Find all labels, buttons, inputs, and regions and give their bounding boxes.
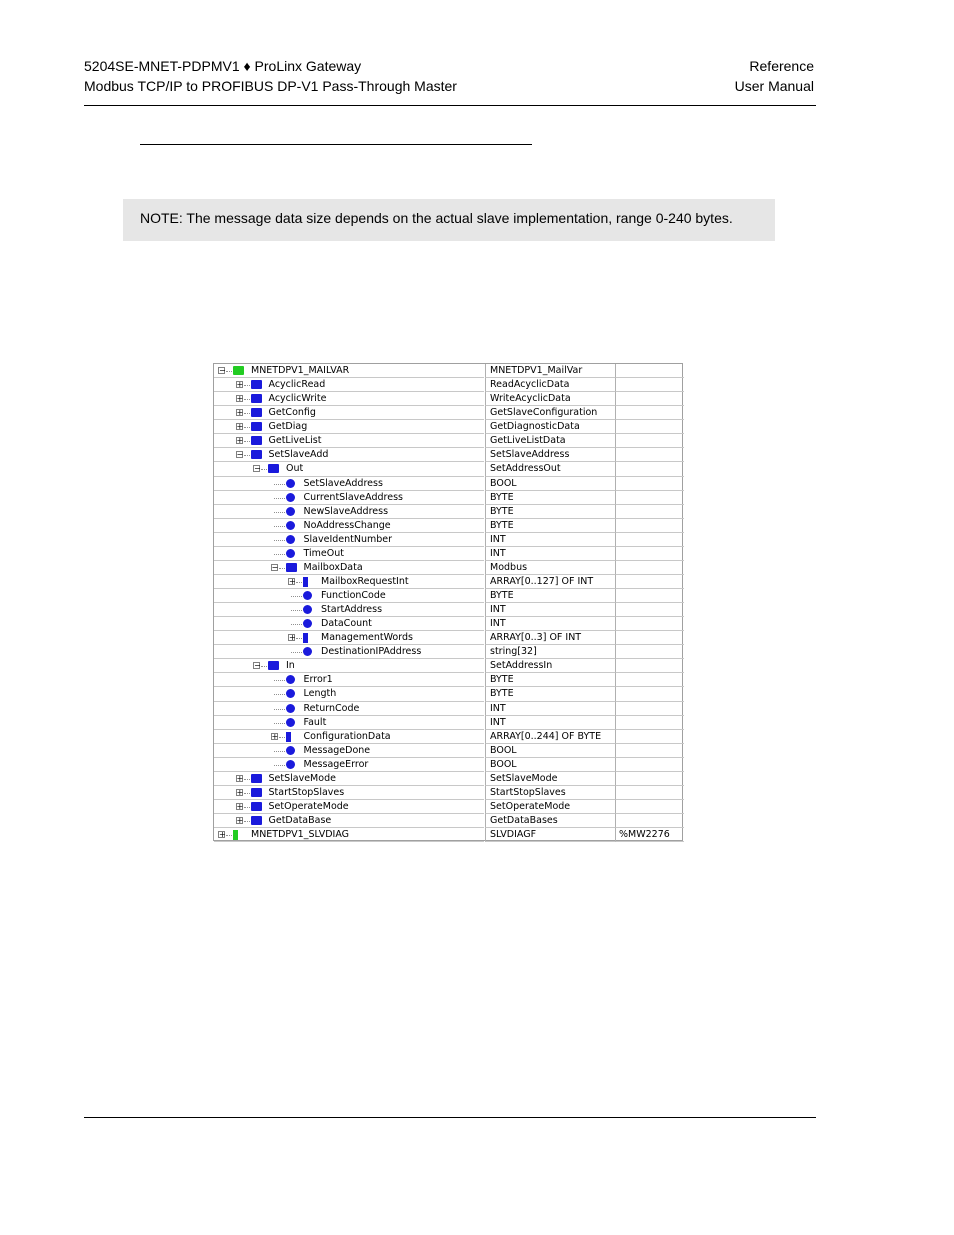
tree-address-cell: [615, 603, 684, 617]
tree-address-cell: [615, 392, 684, 406]
tree-type-cell: INT: [485, 603, 615, 617]
tree-row[interactable]: [214, 744, 682, 758]
tree-type-cell: BYTE: [485, 519, 615, 533]
tree-item-label[interactable]: MessageError: [303, 758, 369, 770]
expand-icon[interactable]: +: [236, 801, 244, 811]
tree-connector: [274, 484, 285, 485]
tree-name-cell: [214, 772, 484, 786]
tree-item-label[interactable]: GetDiag: [268, 421, 308, 433]
tree-name-cell: [214, 631, 484, 645]
tree-type-cell: GetDataBases: [485, 814, 615, 828]
expand-icon[interactable]: +: [236, 436, 244, 446]
tree-type-cell: GetDiagnosticData: [485, 420, 615, 434]
tree-row[interactable]: [214, 702, 682, 716]
tree-type-cell: string[32]: [485, 645, 615, 659]
tree-name-cell: [214, 519, 484, 533]
tree-name-cell: [214, 645, 484, 659]
collapse-icon[interactable]: −: [271, 562, 279, 572]
tree-item-label[interactable]: ConfigurationData: [303, 730, 391, 742]
tree-connector: [274, 512, 285, 513]
tree-type-cell: SetAddressIn: [485, 659, 615, 673]
tree-item-label[interactable]: Length: [303, 688, 337, 700]
expand-icon[interactable]: +: [289, 576, 296, 586]
expand-icon[interactable]: +: [289, 633, 296, 643]
expand-icon[interactable]: +: [271, 731, 279, 741]
tree-address-cell: [615, 462, 684, 476]
element-icon: [286, 535, 295, 544]
tree-row[interactable]: [214, 547, 682, 561]
element-icon: [286, 704, 295, 713]
array-icon: [286, 732, 291, 742]
tree-connector: [244, 441, 250, 442]
tree-name-cell: [214, 491, 484, 505]
tree-name-cell: [214, 533, 484, 547]
tree-item-label[interactable]: StartStopSlaves: [268, 786, 345, 798]
tree-item-label[interactable]: DestinationIPAddress: [321, 646, 422, 658]
tree-row[interactable]: [214, 561, 682, 575]
structure-icon: [251, 436, 262, 445]
tree-address-cell: [615, 364, 684, 378]
tree-connector: [279, 568, 285, 569]
tree-item-label[interactable]: FunctionCode: [321, 590, 386, 601]
tree-connector: [291, 610, 302, 611]
structure-icon: [268, 661, 279, 670]
tree-name-cell: [214, 448, 484, 462]
tree-type-cell: BOOL: [485, 477, 615, 491]
tree-address-cell: [615, 730, 684, 744]
tree-row[interactable]: [214, 673, 682, 687]
tree-address-cell: [615, 434, 684, 448]
tree-row[interactable]: [214, 505, 682, 519]
tree-connector: [244, 385, 250, 386]
tree-row[interactable]: [214, 448, 682, 462]
tree-address-cell: [615, 378, 684, 392]
tree-connector: [274, 723, 285, 724]
structure-icon: [251, 774, 262, 783]
tree-row[interactable]: [214, 772, 682, 786]
tree-name-cell: [214, 378, 484, 392]
tree-address-cell: [615, 659, 684, 673]
doc-subtitle: Modbus TCP/IP to PROFIBUS DP-V1 Pass-Through Master: [84, 78, 457, 94]
tree-row[interactable]: [214, 730, 682, 744]
tree-address-cell: [615, 716, 684, 730]
tree-item-label[interactable]: Out: [286, 463, 304, 475]
tree-address-cell: [615, 519, 684, 533]
tree-name-cell: [214, 786, 484, 800]
tree-row[interactable]: [214, 645, 682, 659]
tree-row[interactable]: [214, 420, 682, 434]
element-icon: [303, 647, 312, 656]
tree-name-cell: [214, 758, 484, 772]
tree-item-label[interactable]: SetSlaveAdd: [268, 449, 329, 461]
array-icon: [303, 577, 308, 587]
variable-tree: [213, 363, 683, 841]
tree-item-label[interactable]: MailboxData: [303, 561, 363, 573]
tree-item-label[interactable]: SetSlaveMode: [268, 772, 336, 784]
element-icon: [286, 746, 295, 755]
tree-name-cell: [214, 547, 484, 561]
tree-name-cell: [214, 364, 484, 378]
tree-item-label[interactable]: Fault: [303, 716, 327, 728]
tree-name-cell: [214, 744, 484, 758]
tree-connector: [274, 751, 285, 752]
tree-address-cell: %MW2276: [615, 828, 684, 842]
tree-address-cell: [615, 673, 684, 687]
tree-name-cell: [214, 716, 484, 730]
collapse-icon[interactable]: −: [236, 450, 244, 460]
structure-icon: [251, 802, 262, 811]
element-icon: [286, 689, 295, 698]
tree-row[interactable]: [214, 758, 682, 772]
tree-type-cell: BYTE: [485, 505, 615, 519]
tree-name-cell: [214, 462, 484, 476]
tree-name-cell: [214, 687, 484, 701]
tree-connector: [291, 652, 302, 653]
tree-item-label[interactable]: GetConfig: [268, 407, 316, 419]
structure-icon: [251, 408, 262, 417]
tree-connector: [274, 765, 285, 766]
expand-icon[interactable]: +: [236, 816, 244, 825]
tree-address-cell: [615, 744, 684, 758]
tree-type-cell: ARRAY[0..3] OF INT: [485, 631, 615, 645]
tree-type-cell: StartStopSlaves: [485, 786, 615, 800]
tree-address-cell: [615, 505, 684, 519]
element-icon: [286, 493, 295, 502]
tree-address-cell: [615, 477, 684, 491]
tree-name-cell: [214, 659, 484, 673]
tree-row[interactable]: [214, 364, 682, 378]
tree-row[interactable]: [214, 406, 682, 420]
tree-address-cell: [615, 533, 684, 547]
tree-connector: [244, 399, 250, 400]
tree-type-cell: BYTE: [485, 589, 615, 603]
element-icon: [303, 591, 312, 600]
tree-connector: [296, 638, 302, 639]
tree-address-cell: [615, 491, 684, 505]
tree-connector: [279, 737, 285, 738]
tree-address-cell: [615, 645, 684, 659]
tree-address-cell: [615, 448, 684, 462]
tree-type-cell: ReadAcyclicData: [485, 378, 615, 392]
tree-item-label[interactable]: DataCount: [321, 618, 372, 630]
tree-name-cell: [214, 702, 484, 716]
tree-name-cell: [214, 814, 484, 828]
note-box: [123, 199, 775, 241]
tree-row[interactable]: [214, 589, 682, 603]
tree-item-label[interactable]: AcyclicWrite: [268, 393, 327, 405]
tree-address-cell: [615, 561, 684, 575]
collapse-icon[interactable]: −: [254, 661, 261, 671]
tree-name-cell: [214, 673, 484, 687]
tree-name-cell: [214, 828, 484, 842]
tree-item-label[interactable]: ManagementWords: [321, 632, 413, 644]
tree-item-label[interactable]: CurrentSlaveAddress: [303, 491, 403, 503]
section-name: Reference: [749, 58, 814, 74]
tree-name-cell: [214, 406, 484, 420]
tree-type-cell: WriteAcyclicData: [485, 392, 615, 406]
tree-address-cell: [615, 702, 684, 716]
tree-row[interactable]: [214, 603, 682, 617]
tree-connector: [274, 709, 285, 710]
tree-item-label[interactable]: Error1: [303, 674, 333, 686]
element-icon: [286, 549, 295, 558]
tree-type-cell: INT: [485, 702, 615, 716]
expand-icon[interactable]: +: [236, 408, 244, 418]
tree-type-cell: INT: [485, 533, 615, 547]
tree-connector: [244, 455, 250, 456]
element-icon: [286, 718, 295, 727]
tree-connector: [274, 680, 285, 681]
tree-row[interactable]: [214, 575, 682, 589]
variable-structure-icon: [233, 366, 244, 375]
tree-type-cell: ARRAY[0..244] OF BYTE: [485, 730, 615, 744]
note-text: NOTE: The message data size depends on the actual slave implementation, range 0-240 bytes.: [140, 210, 733, 226]
tree-row[interactable]: [214, 659, 682, 673]
tree-address-cell: [615, 772, 684, 786]
tree-type-cell: Modbus: [485, 561, 615, 575]
tree-item-label[interactable]: ReturnCode: [303, 702, 360, 714]
tree-row[interactable]: [214, 462, 682, 476]
element-icon: [303, 605, 312, 614]
tree-name-cell: [214, 561, 484, 575]
structure-icon: [268, 464, 279, 473]
tree-address-cell: [615, 786, 684, 800]
tree-type-cell: INT: [485, 547, 615, 561]
expand-icon[interactable]: +: [219, 830, 226, 840]
tree-connector: [296, 582, 302, 583]
tree-item-label[interactable]: MNETDPV1_SLVDIAG: [251, 829, 350, 841]
tree-name-cell: [214, 575, 484, 589]
tree-connector: [261, 666, 267, 667]
tree-row[interactable]: [214, 687, 682, 701]
tree-row[interactable]: [214, 533, 682, 547]
structure-icon: [251, 380, 262, 389]
structure-icon: [286, 563, 297, 572]
expand-icon[interactable]: +: [236, 380, 244, 390]
tree-item-label[interactable]: NoAddressChange: [303, 519, 391, 531]
tree-row[interactable]: [214, 716, 682, 730]
tree-item-label[interactable]: TimeOut: [303, 547, 344, 559]
tree-item-label[interactable]: StartAddress: [321, 604, 383, 616]
manual-type: User Manual: [734, 78, 814, 94]
header-right: [735, 56, 814, 96]
tree-connector: [244, 807, 250, 808]
tree-connector: [274, 694, 285, 695]
tree-type-cell: INT: [485, 716, 615, 730]
tree-row[interactable]: [214, 617, 682, 631]
tree-name-cell: [214, 420, 484, 434]
tree-connector: [274, 526, 285, 527]
tree-row[interactable]: [214, 519, 682, 533]
section-rule: [140, 144, 532, 145]
tree-name-cell: [214, 589, 484, 603]
element-icon: [286, 760, 295, 769]
structure-icon: [251, 788, 262, 797]
tree-address-cell: [615, 406, 684, 420]
tree-row[interactable]: [214, 378, 682, 392]
tree-connector: [244, 779, 250, 780]
structure-icon: [251, 422, 262, 431]
tree-row[interactable]: [214, 392, 682, 406]
element-icon: [286, 507, 295, 516]
tree-row[interactable]: [214, 631, 682, 645]
tree-item-label[interactable]: MNETDPV1_MAILVAR: [251, 365, 350, 376]
tree-type-cell: SLVDIAGF: [485, 828, 615, 842]
collapse-icon[interactable]: −: [219, 366, 226, 375]
tree-address-cell: [615, 687, 684, 701]
expand-icon[interactable]: +: [236, 422, 244, 432]
tree-type-cell: BYTE: [485, 491, 615, 505]
tree-connector: [226, 371, 232, 372]
tree-address-cell: [615, 589, 684, 603]
tree-item-label[interactable]: AcyclicRead: [268, 379, 326, 391]
header-left: [84, 56, 457, 96]
tree-item-label[interactable]: SlaveIdentNumber: [303, 533, 393, 545]
collapse-icon[interactable]: −: [254, 464, 261, 474]
tree-connector: [244, 821, 250, 822]
expand-icon[interactable]: +: [236, 394, 244, 404]
tree-row[interactable]: [214, 477, 682, 491]
tree-connector: [244, 793, 250, 794]
tree-address-cell: [615, 617, 684, 631]
tree-row[interactable]: [214, 491, 682, 505]
tree-type-cell: BOOL: [485, 744, 615, 758]
structure-icon: [251, 816, 262, 825]
tree-address-cell: [615, 420, 684, 434]
tree-type-cell: SetAddressOut: [485, 462, 615, 476]
tree-row[interactable]: [214, 828, 682, 842]
tree-name-cell: [214, 392, 484, 406]
tree-address-cell: [615, 547, 684, 561]
tree-name-cell: [214, 617, 484, 631]
tree-address-cell: [615, 814, 684, 828]
tree-item-label[interactable]: MessageDone: [303, 744, 371, 756]
tree-type-cell: BOOL: [485, 758, 615, 772]
tree-connector: [291, 624, 302, 625]
element-icon: [286, 479, 295, 488]
tree-address-cell: [615, 800, 684, 814]
tree-connector: [274, 498, 285, 499]
tree-row[interactable]: [214, 434, 682, 448]
tree-type-cell: SetOperateMode: [485, 800, 615, 814]
tree-address-cell: [615, 758, 684, 772]
tree-type-cell: INT: [485, 617, 615, 631]
tree-name-cell: [214, 505, 484, 519]
tree-connector: [291, 596, 302, 597]
tree-row[interactable]: [214, 786, 682, 800]
tree-type-cell: MNETDPV1_MailVar: [485, 364, 615, 378]
tree-type-cell: ARRAY[0..127] OF INT: [485, 575, 615, 589]
tree-connector: [261, 469, 267, 470]
tree-row[interactable]: [214, 814, 682, 828]
tree-type-cell: GetSlaveConfiguration: [485, 406, 615, 420]
tree-connector: [244, 413, 250, 414]
tree-name-cell: [214, 434, 484, 448]
tree-item-label[interactable]: NewSlaveAddress: [303, 505, 389, 517]
tree-type-cell: GetLiveListData: [485, 434, 615, 448]
footer-rule: [84, 1117, 816, 1118]
tree-connector: [244, 427, 250, 428]
doc-title: 5204SE-MNET-PDPMV1 ♦ ProLinx Gateway: [84, 58, 362, 74]
expand-icon[interactable]: +: [236, 773, 244, 783]
tree-name-cell: [214, 730, 484, 744]
tree-type-cell: SetSlaveMode: [485, 772, 615, 786]
expand-icon[interactable]: +: [236, 787, 244, 797]
tree-item-label[interactable]: In: [286, 660, 295, 672]
tree-type-cell: SetSlaveAddress: [485, 448, 615, 462]
tree-name-cell: [214, 800, 484, 814]
element-icon: [303, 619, 312, 628]
tree-connector: [274, 554, 285, 555]
tree-name-cell: [214, 603, 484, 617]
tree-item-label[interactable]: SetOperateMode: [268, 800, 349, 812]
array-icon: [303, 633, 308, 643]
structure-icon: [251, 450, 262, 459]
tree-address-cell: [615, 575, 684, 589]
element-icon: [286, 675, 295, 684]
variable-array-icon: [233, 830, 238, 840]
tree-row[interactable]: [214, 800, 682, 814]
header-rule: [84, 105, 816, 106]
structure-icon: [251, 394, 262, 403]
element-icon: [286, 521, 295, 530]
tree-connector: [226, 835, 232, 836]
tree-item-label[interactable]: MailboxRequestInt: [321, 575, 409, 587]
tree-item-label[interactable]: GetDataBase: [268, 815, 332, 826]
tree-item-label[interactable]: SetSlaveAddress: [303, 477, 383, 489]
tree-name-cell: [214, 477, 484, 491]
tree-type-cell: BYTE: [485, 673, 615, 687]
tree-item-label[interactable]: GetLiveList: [268, 435, 322, 447]
tree-address-cell: [615, 631, 684, 645]
tree-connector: [274, 540, 285, 541]
tree-type-cell: BYTE: [485, 687, 615, 701]
